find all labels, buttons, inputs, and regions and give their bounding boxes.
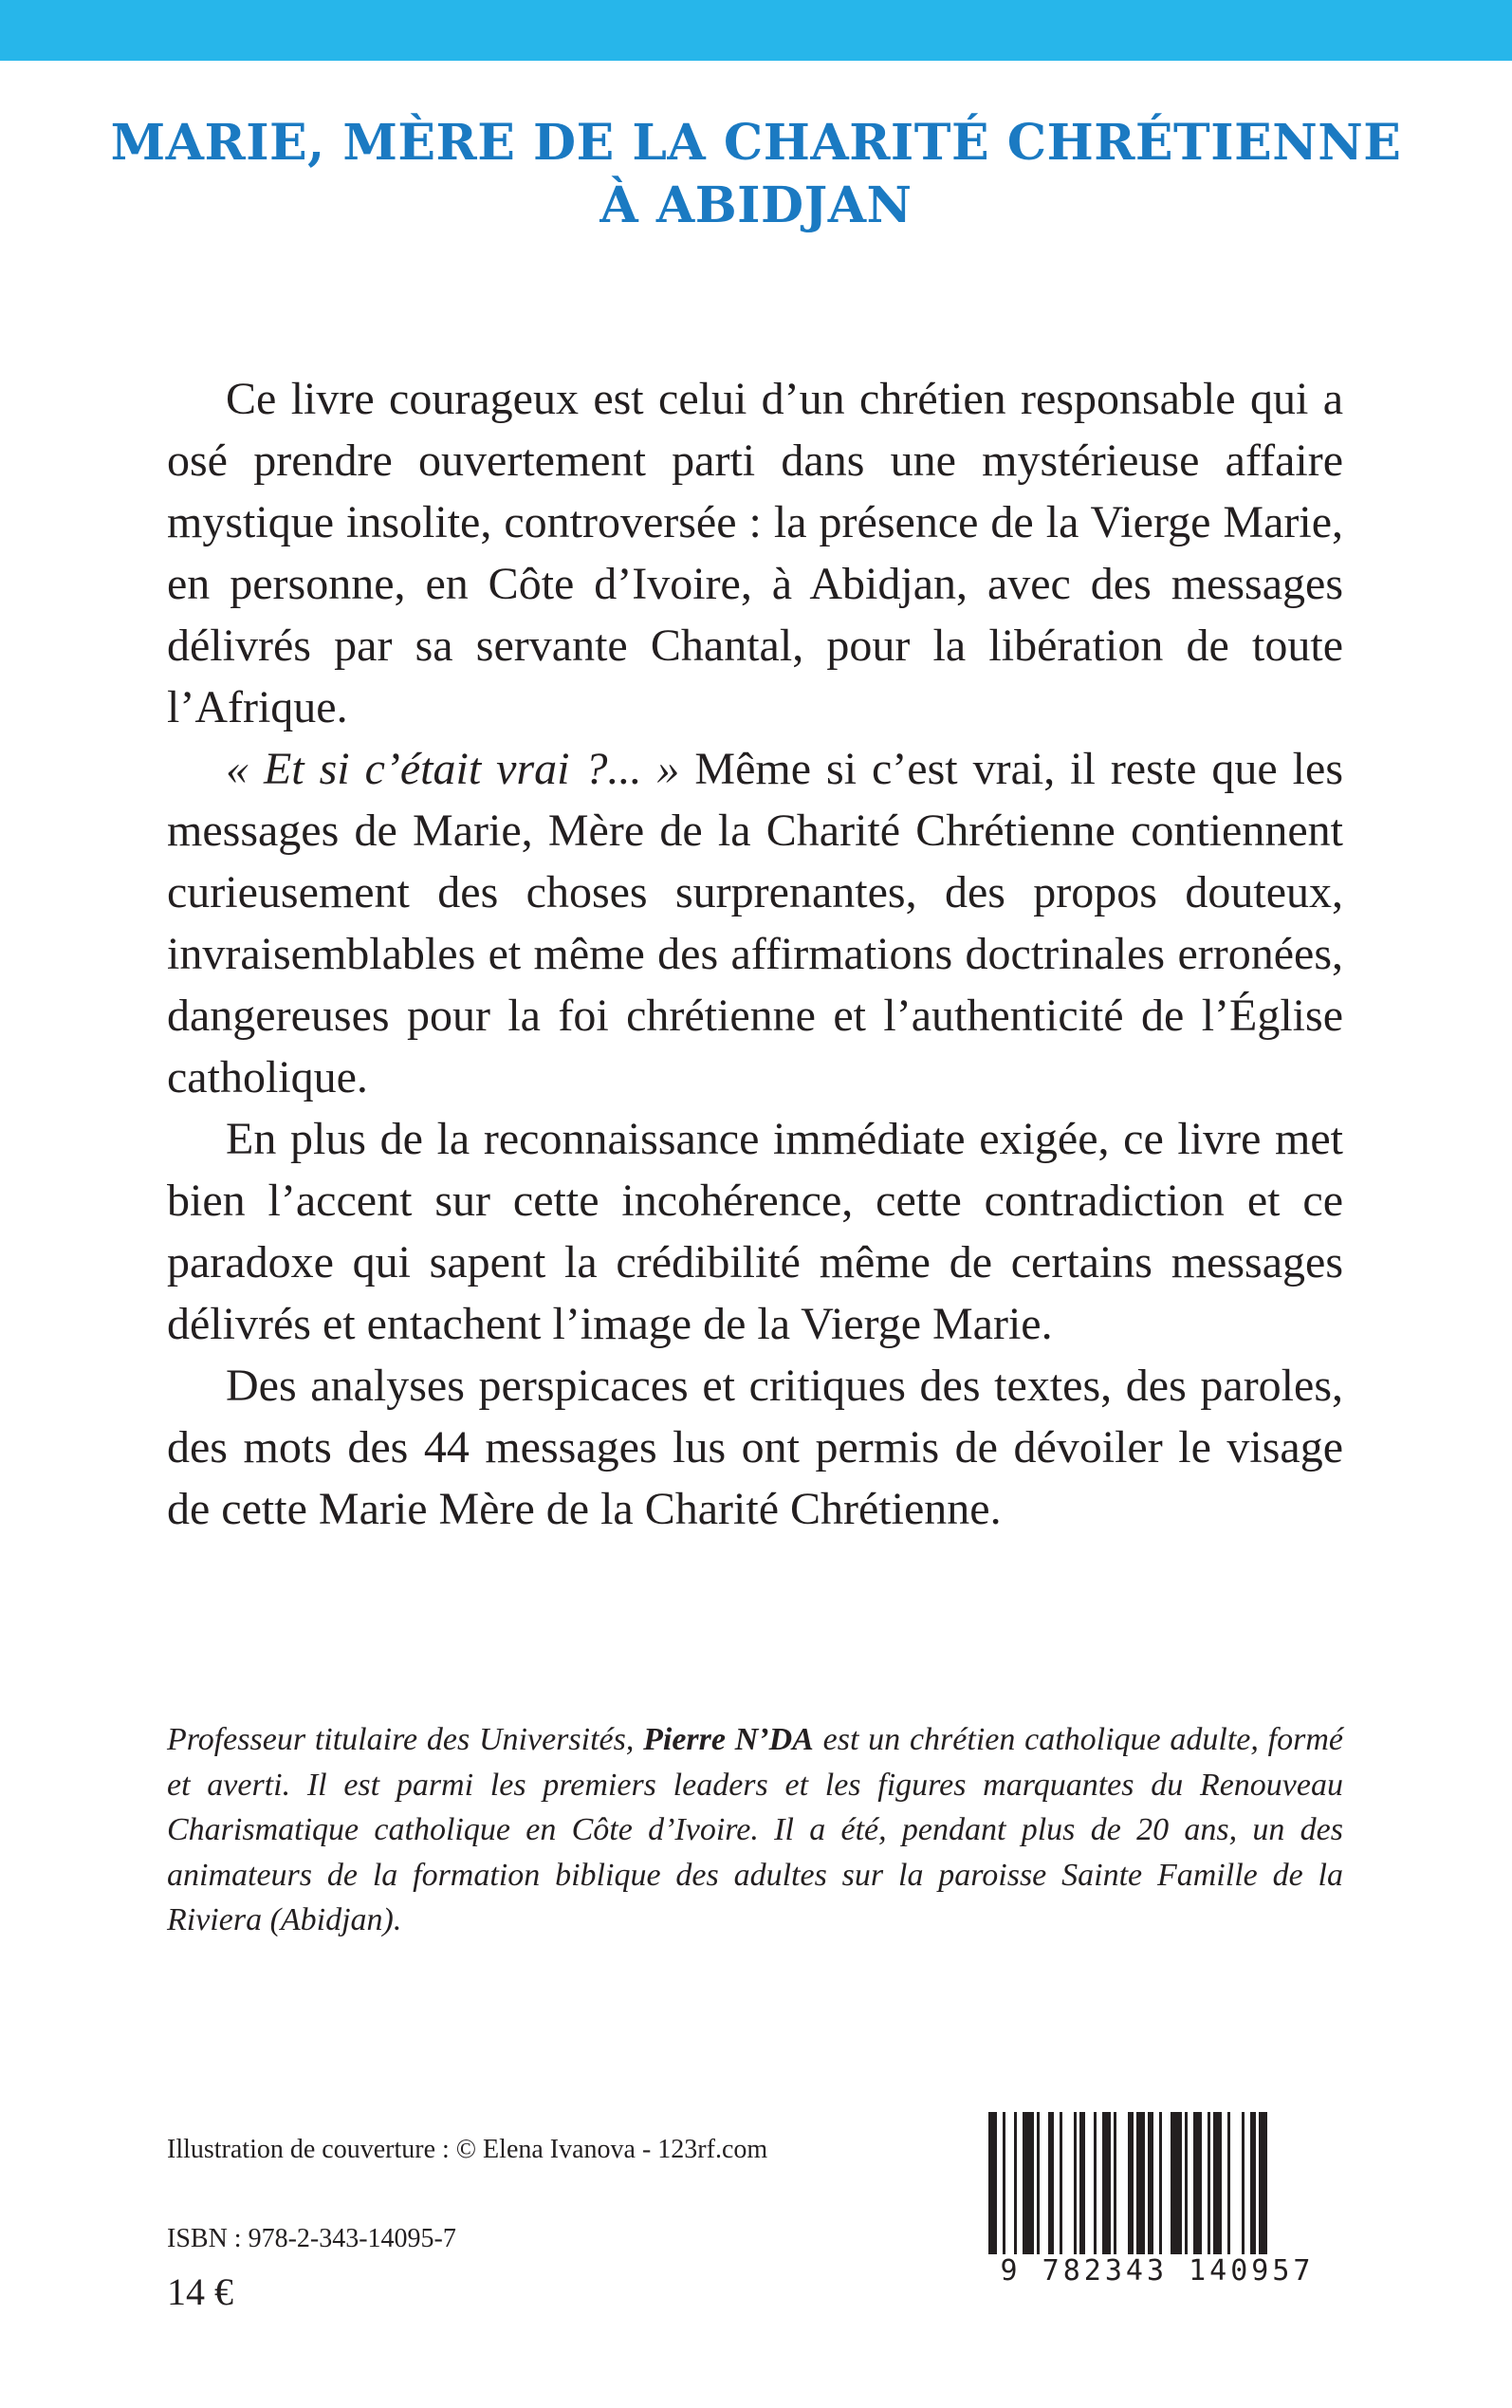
barcode-bar: [1193, 2112, 1202, 2254]
barcode-bar: [1003, 2112, 1005, 2254]
blurb-paragraph-2-text: Même si c’est vrai, il reste que les messages de Marie, Mère de la Charité Chrétienne contiennent curieusement des choses surprenantes, des propos douteux, invraisemblables et même des affirmations doctrinales erronées, dangereuses pour la foi chrétienne et l’authenticité de l’Église catholique.: [167, 744, 1344, 1102]
book-title-line-2: À ABIDJAN: [599, 176, 913, 234]
author-bio: [167, 1717, 1343, 1943]
author-bio-text: [167, 1717, 1343, 1943]
barcode-digits: 9 782343 140957: [968, 2254, 1347, 2288]
price: 14 €: [167, 2270, 233, 2313]
barcode-bar: [1114, 2112, 1116, 2254]
blurb: [167, 368, 1343, 1540]
barcode-bar: [1079, 2112, 1085, 2254]
isbn: ISBN : 978-2-343-14095-7: [167, 2224, 456, 2253]
barcode-bar: [1259, 2112, 1267, 2254]
barcode-bar: [988, 2112, 997, 2254]
barcode-bar: [1060, 2112, 1062, 2254]
barcode-bar: [1048, 2112, 1054, 2254]
barcode-bar: [1171, 2112, 1182, 2254]
author-bio-rest: est un chrétien catholique adulte, formé et averti. Il est parmi les premiers leaders et les figures marquantes du Renouveau Charismatique catholique en Côte d’Ivoire. Il a été, pendant plus de 20 ans, un des animateurs de la formation biblique des adultes sur la paroisse Sainte Famille de la Riviera (Abidjan).: [167, 1722, 1343, 1937]
barcode-bars: [968, 2112, 1347, 2254]
blurb-paragraph-2: [167, 738, 1343, 1108]
blurb-paragraph-3: En plus de la reconnaissance immédiate exigée, ce livre met bien l’accent sur cette incohérence, cette contradiction et ce paradoxe qui sapent la crédibilité même de certains messages délivrés et entachent l’image de la Vierge Marie.: [167, 1114, 1343, 1349]
author-bio-intro: Professeur titulaire des Universités,: [167, 1722, 644, 1757]
author-name: Pierre N’DA: [643, 1722, 814, 1757]
book-title: [57, 112, 1455, 237]
barcode-bar: [1159, 2112, 1162, 2254]
top-color-band: [0, 0, 1512, 61]
blurb-paragraph-4: Des analyses perspicaces et critiques des textes, des paroles, des mots des 44 messages lus ont permis de dévoiler le visage de cette Marie Mère de la Charité Chrétienne.: [167, 1361, 1343, 1534]
barcode-bar: [1014, 2112, 1017, 2254]
barcode-bar: [1023, 2112, 1034, 2254]
barcode: [968, 2112, 1347, 2302]
blurb-quote: « Et si c’était vrai ?... »: [226, 744, 680, 794]
barcode-bar: [1185, 2112, 1188, 2254]
barcode-bar: [1094, 2112, 1097, 2254]
barcode-bar: [1136, 2112, 1145, 2254]
barcode-bar: [1227, 2112, 1230, 2254]
barcode-bar: [1208, 2112, 1210, 2254]
barcode-bar: [1148, 2112, 1153, 2254]
barcode-bar: [1250, 2112, 1256, 2254]
blurb-paragraph-1: Ce livre courageux est celui d’un chrétien responsable qui a osé prendre ouvertement parti dans une mystérieuse affaire mystique insolite, controversée : la présence de la Vierge Marie, en personne, en Côte d’Ivoire, à Abidjan, avec des messages délivrés par sa servante Chantal, pour la libération de toute l’Afrique.: [167, 374, 1343, 732]
barcode-bar: [1102, 2112, 1111, 2254]
barcode-bar: [1074, 2112, 1077, 2254]
barcode-bar: [1037, 2112, 1040, 2254]
illustration-credit: Illustration de couverture : © Elena Ivanova - 123rf.com: [167, 2135, 768, 2164]
barcode-bar: [1213, 2112, 1222, 2254]
barcode-bar: [1128, 2112, 1134, 2254]
barcode-bar: [1242, 2112, 1245, 2254]
book-title-line-1: MARIE, MÈRE DE LA CHARITÉ CHRÉTIENNE: [110, 114, 1402, 172]
